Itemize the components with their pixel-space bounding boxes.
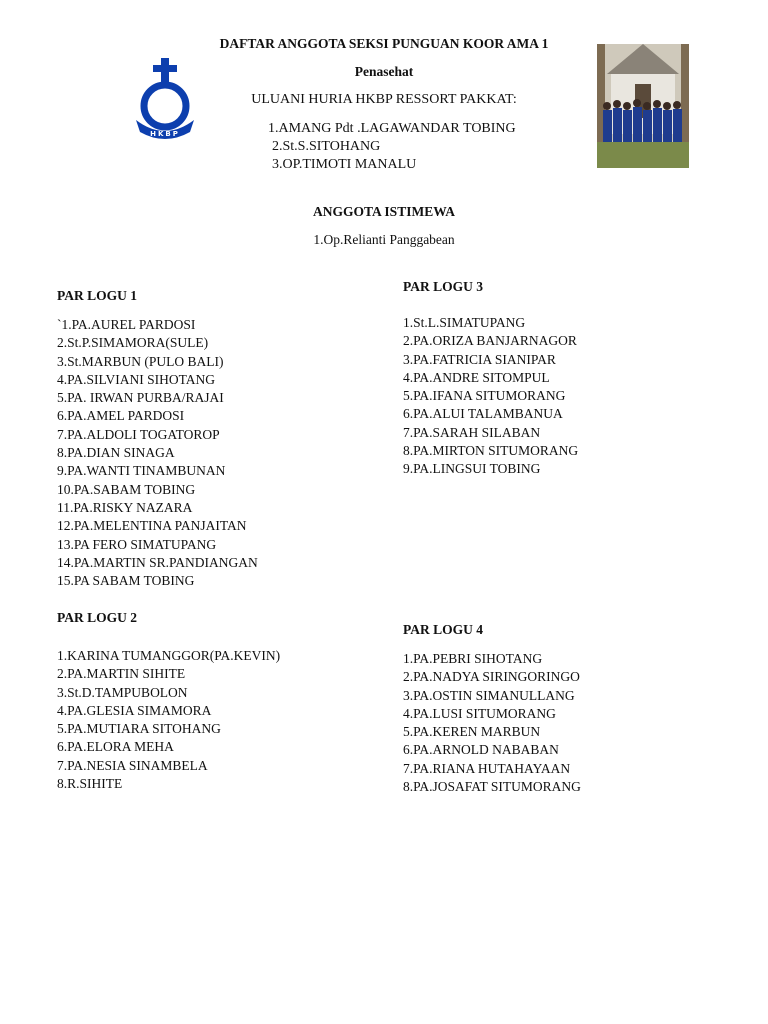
list-item: 3.PA.OSTIN SIMANULLANG xyxy=(403,687,575,703)
list-item: 8.R.SIHITE xyxy=(57,776,123,792)
list-item: 4.PA.GLESIA SIMAMORA xyxy=(57,702,212,718)
list-item: 12.PA.MELENTINA PANJAITAN xyxy=(57,518,247,534)
list-item: 15.PA SABAM TOBING xyxy=(57,573,195,589)
list-item: 6.PA.AMEL PARDOSI xyxy=(57,408,185,424)
section-heading-par-logu-2: PAR LOGU 2 xyxy=(57,610,137,625)
advisor-intro: ULUANI HURIA HKBP RESSORT PAKKAT: xyxy=(251,92,517,107)
section-heading-par-logu-1: PAR LOGU 1 xyxy=(57,288,137,303)
list-item: 5.PA.IFANA SITUMORANG xyxy=(403,388,566,404)
list-item: 13.PA FERO SIMATUPANG xyxy=(57,536,217,552)
list-item: 8.PA.JOSAFAT SITUMORANG xyxy=(403,779,581,795)
list-item: 10.PA.SABAM TOBING xyxy=(57,481,196,497)
list-item: 1.KARINA TUMANGGOR(PA.KEVIN) xyxy=(57,648,281,663)
section-heading-istimewa: ANGGOTA ISTIMEWA xyxy=(313,204,455,219)
list-item: 4.PA.LUSI SITUMORANG xyxy=(403,705,556,721)
list-item: 8.PA.MIRTON SITUMORANG xyxy=(403,443,579,459)
list-item: 2.PA.ORIZA BANJARNAGOR xyxy=(403,333,577,349)
list-item: 9.PA.WANTI TINAMBUNAN xyxy=(57,463,226,479)
advisor-list xyxy=(268,120,516,174)
list-item: 4.PA.ANDRE SITOMPUL xyxy=(403,369,550,385)
member-list-par-logu-1 xyxy=(57,316,258,590)
list-item: 1.PA.PEBRI SIHOTANG xyxy=(403,651,543,666)
list-item: 6.PA.ELORA MEHA xyxy=(57,739,174,755)
list-item: 2.PA.NADYA SIRINGORINGO xyxy=(403,669,580,685)
list-item: 2.PA.MARTIN SIHITE xyxy=(57,666,186,682)
list-item: 5.PA.KEREN MARBUN xyxy=(403,724,541,740)
list-item: 3.St.MARBUN (PULO BALI) xyxy=(57,353,224,369)
list-item: 11.PA.RISKY NAZARA xyxy=(57,499,193,515)
list-item: 7.PA.ALDOLI TOGATOROP xyxy=(57,426,220,442)
list-item: 3.St.D.TAMPUBOLON xyxy=(57,684,188,700)
list-item: 6.PA.ARNOLD NABABAN xyxy=(403,742,559,758)
list-item: 1.AMANG Pdt .LAGAWANDAR TOBING xyxy=(268,121,516,136)
logo-lettering: HKBP xyxy=(150,130,180,138)
member-list-par-logu-3 xyxy=(403,314,578,479)
list-item: 4.PA.SILVIANI SIHOTANG xyxy=(57,371,216,387)
list-item: 3.OP.TIMOTI MANALU xyxy=(272,157,417,172)
list-item: `1.PA.AUREL PARDOSI xyxy=(57,317,196,332)
section-heading-par-logu-3: PAR LOGU 3 xyxy=(403,279,483,294)
list-item: 5.PA. IRWAN PURBA/RAJAI xyxy=(57,390,224,406)
list-item: 7.PA.NESIA SINAMBELA xyxy=(57,757,208,773)
list-item: 6.PA.ALUI TALAMBANUA xyxy=(403,406,563,422)
member-list-par-logu-2 xyxy=(57,647,280,793)
list-item: 2.St.S.SITOHANG xyxy=(272,139,381,154)
list-item: 2.St.P.SIMAMORA(SULE) xyxy=(57,335,209,351)
advisor-heading: Penasehat xyxy=(354,64,414,79)
member-list-par-logu-4 xyxy=(403,650,581,796)
list-item: 5.PA.MUTIARA SITOHANG xyxy=(57,721,221,737)
section-heading-par-logu-4: PAR LOGU 4 xyxy=(403,622,483,637)
list-item: 7.PA.SARAH SILABAN xyxy=(403,424,541,440)
istimewa-member: 1.Op.Relianti Panggabean xyxy=(313,232,455,247)
list-item: 3.PA.FATRICIA SIANIPAR xyxy=(403,351,556,367)
list-item: 8.PA.DIAN SINAGA xyxy=(57,445,175,461)
list-item: 14.PA.MARTIN SR.PANDIANGAN xyxy=(57,554,258,570)
list-item: 9.PA.LINGSUI TOBING xyxy=(403,461,541,477)
list-item: 1.St.L.SIMATUPANG xyxy=(403,315,526,330)
document-title: DAFTAR ANGGOTA SEKSI PUNGUAN KOOR AMA 1 xyxy=(219,36,549,51)
list-item: 7.PA.RIANA HUTAHAYAAN xyxy=(403,760,571,776)
